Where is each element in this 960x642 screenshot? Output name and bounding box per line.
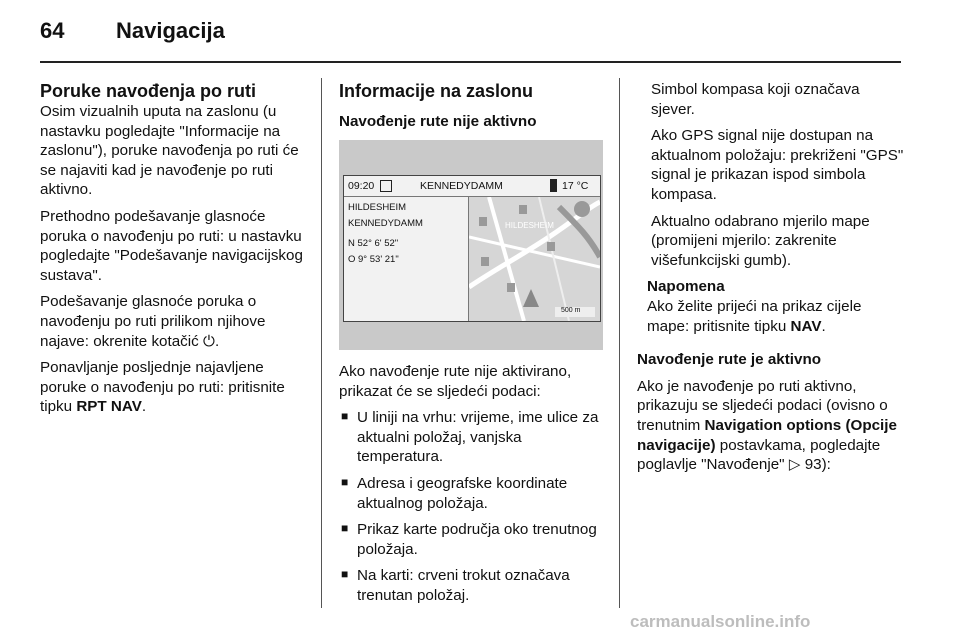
left-column [40, 80, 310, 424]
punct: . [821, 317, 826, 335]
note-title: Napomena [647, 278, 725, 296]
subheading-guidance-inactive: Navođenje rute nije aktivno [339, 113, 537, 130]
display-frame [343, 175, 601, 322]
paragraph-text: Ako je navođenje po ruti aktivno, prikazuju se sljedeći podaci (ovisno o trenutnim [637, 377, 888, 434]
display-city: HILDESHEIM [348, 202, 407, 213]
bullet-icon: ■ [341, 521, 349, 536]
watermark: carmanualsonline.info [630, 612, 811, 631]
middle-column-lower [339, 362, 611, 613]
column-divider-2 [619, 78, 620, 608]
bullet-icon: ■ [341, 567, 349, 582]
paragraph-text: Podešavanje glasnoće poruka o navođenju po ruti prilikom njihove najave: okrenite kotačić [40, 293, 266, 350]
paragraph [637, 377, 905, 475]
column-divider-1 [321, 78, 322, 608]
note-text: Ako želite prijeći na prikaz cijele mape: pritisnite tipku [647, 297, 862, 335]
info-bullet-list [339, 408, 611, 605]
section-heading-display-info: Informacije na zaslonu [339, 81, 534, 101]
page-ref: 93): [804, 456, 831, 474]
paragraph: Prethodno podešavanje glasnoće poruka o navođenju po ruti: u nastavku pogledajte "Podešavanje navigacijskog sustava". [40, 207, 303, 284]
indented-item: Ako GPS signal nije dostupan na aktualnom položaju: prekriženi "GPS" signal je prikazan ispod simbola kompasa. [651, 127, 904, 203]
indented-item: Aktualno odabrano mjerilo mape (promijeni mjerilo: zakrenite višefunkcijski gumb). [651, 212, 870, 269]
note-box [637, 277, 905, 336]
punct: . [214, 332, 220, 350]
middle-column [339, 80, 609, 139]
paragraph [40, 358, 310, 417]
list-item [339, 520, 611, 559]
display-street-2: KENNEDYDAMM [348, 218, 423, 229]
map-drawing [469, 197, 600, 321]
note-body [647, 297, 905, 336]
subheading-guidance-active: Navođenje rute je aktivno [637, 351, 821, 369]
punct: . [141, 398, 147, 416]
display-map [469, 197, 600, 321]
paragraph [40, 292, 310, 351]
list-item-text: Na karti: crveni trokut označava trenutan položaj. [357, 567, 570, 604]
list-item-text: U liniji na vrhu: vrijeme, ime ulice za aktualni položaj, vanjska temperatura. [357, 409, 599, 466]
display-temperature: 17 °C [562, 180, 589, 192]
section-heading-route-messages: Poruke navođenja po ruti [40, 81, 257, 101]
key-label: RPT NAV [76, 398, 142, 416]
paragraph: Osim vizualnih uputa na zaslonu (u nastavku pogledajte "Informacije na zaslonu"), poruke navođenja po ruti će se najaviti kad je navođenje po ruti aktivno. [40, 103, 299, 199]
indented-item: Simbol kompasa koji označava sjever. [651, 81, 860, 118]
right-column [637, 80, 905, 482]
display-screen-image [339, 140, 603, 350]
display-latitude: N 52° 6' 52" [348, 238, 399, 249]
paragraph: Ako navođenje rute nije aktivirano, prikazat će se sljedeći podaci: [339, 363, 572, 400]
paragraph-text: postavkama, pogledajte poglavlje "Navođenje" [637, 436, 881, 474]
bullet-icon: ■ [341, 409, 349, 424]
display-top-bar [344, 176, 600, 197]
bullet-icon: ■ [341, 474, 349, 489]
list-item [339, 408, 611, 467]
map-city-label: HILDESHEIM [505, 221, 554, 230]
list-item-text: Adresa i geografske koordinate aktualnog položaja. [357, 474, 568, 512]
page-title: Navigacija [116, 18, 225, 43]
display-longitude: O 9° 53' 21" [348, 254, 399, 265]
key-label: NAV [790, 317, 822, 335]
display-time: 09:20 [348, 180, 375, 192]
thermometer-icon [550, 179, 557, 192]
paragraph-text: Ponavljanje posljednje najavljene poruke o navođenju po ruti: pritisnite tipku [40, 359, 285, 416]
map-scale: 500 m [561, 307, 581, 314]
list-item [339, 474, 611, 513]
header-rule [40, 61, 901, 63]
page-ref-icon: ▷ [788, 456, 801, 474]
guidance-icon [380, 180, 392, 192]
knob-icon: ⏻ [202, 332, 215, 350]
display-address-panel [344, 196, 469, 321]
page-number: 64 [40, 18, 65, 43]
display-street: KENNEDYDAMM [420, 180, 503, 192]
menu-label: Navigation options (Opcije navigacije) [637, 416, 897, 454]
list-item-text: Prikaz karte područja oko trenutnog položaja. [357, 521, 597, 558]
list-item [339, 566, 611, 605]
